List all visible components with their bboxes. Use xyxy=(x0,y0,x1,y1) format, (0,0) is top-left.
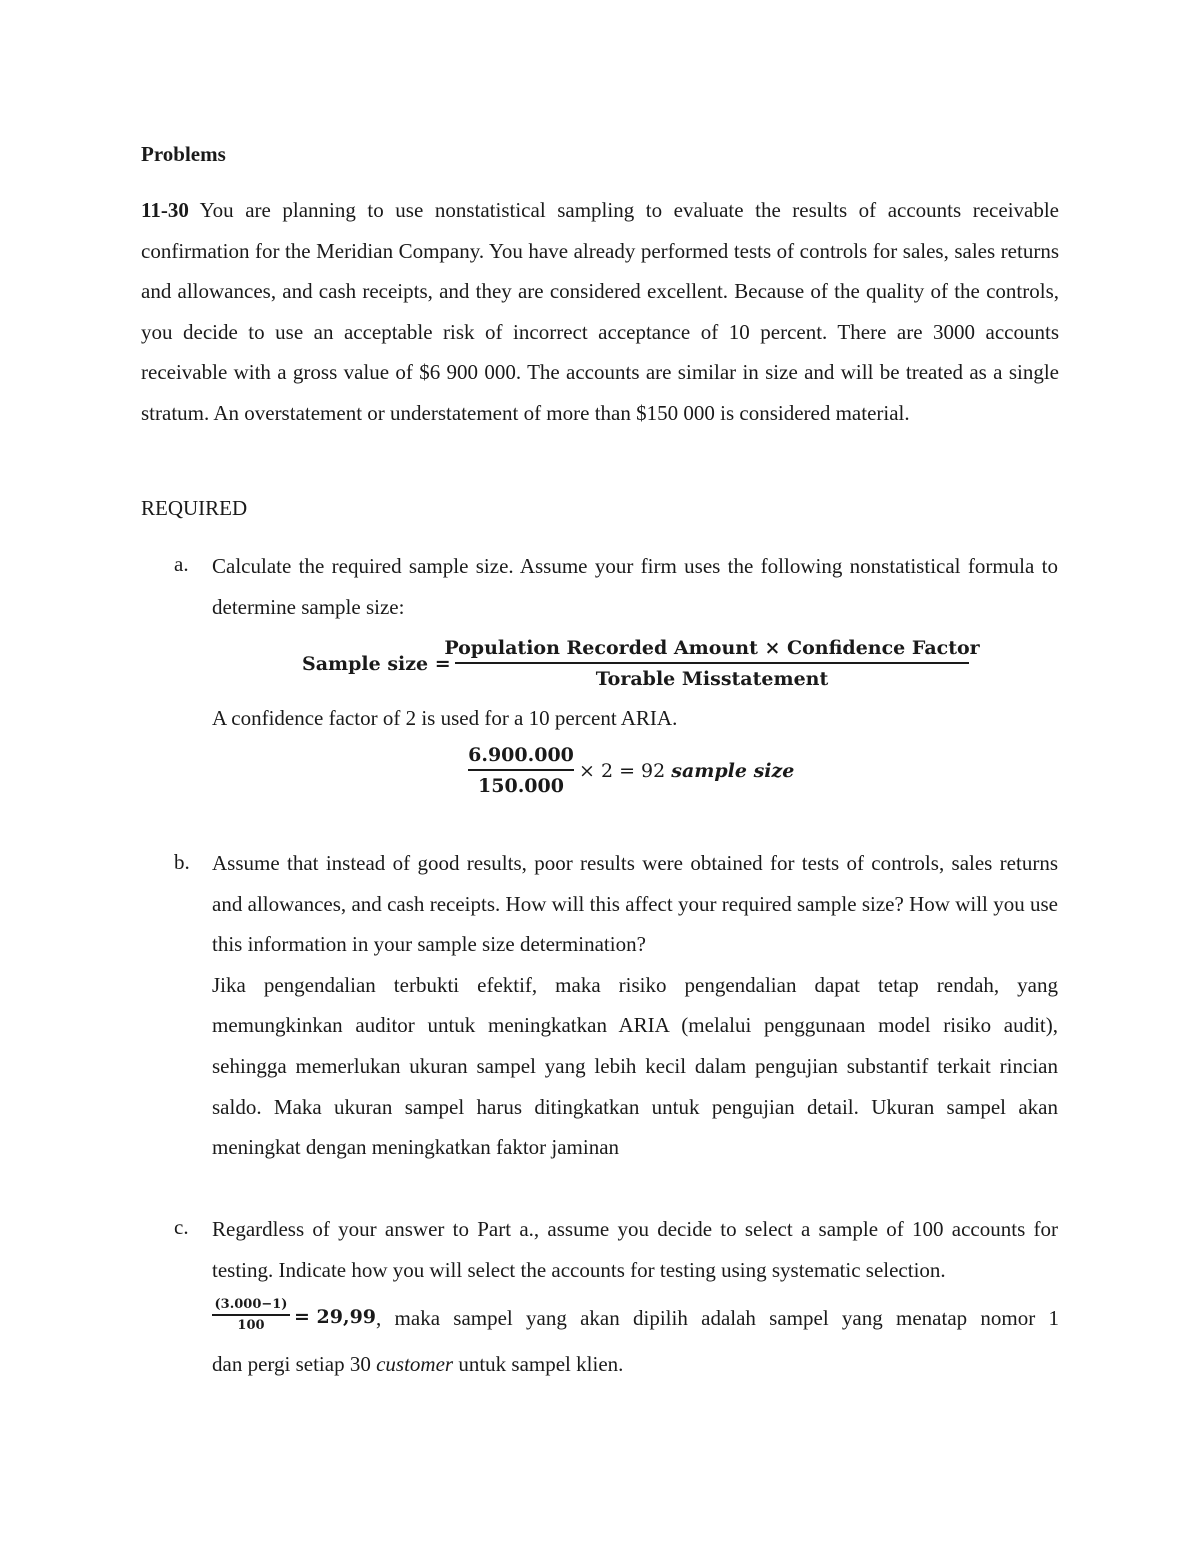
problem-number: 11-30 xyxy=(141,198,189,222)
part-c-last-line xyxy=(212,1352,623,1377)
part-b-question: Assume that instead of good results, poor results were obtained for tests of controls, sales returns and allowances, and cash receipts. How will this affect your required sample size? How will you use this information in your sample size determination? xyxy=(212,851,1058,957)
part-a-letter: a. xyxy=(174,552,189,576)
calc-result xyxy=(579,760,794,782)
formula-numerator: Population Recorded Amount × Confidence Factor xyxy=(444,637,980,659)
formula-fraction xyxy=(444,634,980,694)
part-b-answer: Jika pengendalian terbukti efektif, maka risiko pengendalian dapat tetap rendah, yang memungkinkan auditor untuk meningkatkan ARIA (melalui penggunaan model risiko audit), sehingga memerlukan ukuran sampel yang lebih kecil dalam pengujian substantif terkait rincian saldo. Maka ukuran sampel harus ditingkatkan untuk pengujian detail. Ukuran sampel akan meningkat dengan meningkatkan faktor jaminan xyxy=(212,972,1058,1160)
section-heading: Problems xyxy=(141,142,226,166)
part-b-letter: b. xyxy=(174,850,190,874)
systematic-fraction xyxy=(212,1296,290,1336)
systematic-denominator: 100 xyxy=(237,1317,265,1333)
systematic-result: = 29,99 xyxy=(294,1306,377,1328)
required-label: REQUIRED xyxy=(141,496,248,520)
part-c-question: Regardless of your answer to Part a., assume you decide to select a sample of 100 accounts for testing. Indicate how you will select the accounts for testing using systematic selection. xyxy=(212,1217,1058,1282)
systematic-line xyxy=(294,1306,1059,1331)
formula-lhs: Sample size = xyxy=(302,653,451,675)
last-line-italic: customer xyxy=(376,1352,454,1376)
calc-denominator: 150.000 xyxy=(478,775,564,797)
last-line-before: dan pergi setiap 30 xyxy=(212,1352,377,1376)
calc-numerator: 6.900.000 xyxy=(468,744,574,766)
part-a-text: Calculate the required sample size. Assume your firm uses the following nonstatistical formula to determine sample size: xyxy=(212,554,1058,619)
problem-paragraph xyxy=(141,190,1059,434)
part-a-note: A confidence factor of 2 is used for a 10 percent ARIA. xyxy=(212,706,678,730)
calc-fraction xyxy=(468,741,574,801)
calc-times: × 2 = 92 xyxy=(579,760,672,782)
calc-result-italic: sample size xyxy=(671,760,795,782)
systematic-numerator: (3.000−1) xyxy=(214,1297,288,1312)
part-b-body xyxy=(212,843,1058,1168)
systematic-rest: , maka sampel yang akan dipilih adalah sampel yang menatap nomor 1 xyxy=(376,1306,1059,1330)
last-line-after: untuk sampel klien. xyxy=(453,1352,624,1376)
formula-denominator: Torable Misstatement xyxy=(595,668,829,690)
part-c-letter: c. xyxy=(174,1215,189,1239)
problem-text: You are planning to use nonstatistical sampling to evaluate the results of accounts receivable confirmation for the Meridian Company. You have already performed tests of controls for sales, sales returns and allowances, and cash receipts, and they are considered excellent. Because of the quality of the controls, you decide to use an acceptable risk of incorrect acceptance of 10 percent. There are 3000 accounts receivable with a gross value of $6 900 000. The accounts are similar in size and will be treated as a single stratum. An overstatement or understatement of more than $150 000 is considered material. xyxy=(141,198,1059,425)
